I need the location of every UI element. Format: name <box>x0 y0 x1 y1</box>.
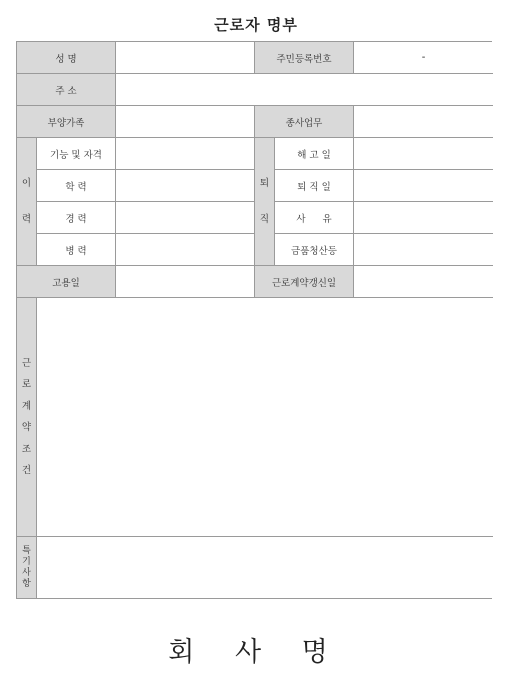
address-label: 주 소 <box>17 74 116 106</box>
settlement-field[interactable] <box>354 234 493 266</box>
employee-register-table <box>16 41 492 599</box>
conditions-char: 건 <box>21 465 32 476</box>
career-field[interactable] <box>116 202 255 234</box>
hire-date-field[interactable] <box>116 266 255 298</box>
conditions-char: 근 <box>21 357 32 369</box>
military-field[interactable] <box>116 234 255 266</box>
name-label: 성 명 <box>17 42 116 74</box>
conditions-char: 조 <box>21 443 32 455</box>
skills-field[interactable] <box>116 138 255 170</box>
notes-char: 사 <box>22 567 31 578</box>
notes-char: 항 <box>22 578 31 589</box>
job-field[interactable] <box>354 106 493 138</box>
resident-no-field[interactable]: - <box>354 42 493 74</box>
career-label: 경 력 <box>37 202 116 234</box>
conditions-field[interactable] <box>37 298 493 537</box>
skills-label: 기능 및 자격 <box>37 138 116 170</box>
document-title: 근로자 명부 <box>214 16 298 34</box>
retirement-label: 퇴 직 일 <box>275 170 354 202</box>
education-field[interactable] <box>116 170 255 202</box>
notes-vertical-label <box>17 537 37 598</box>
resident-no-label: 주민등록번호 <box>255 42 354 74</box>
conditions-char: 계 <box>21 400 32 412</box>
retire-label-bottom: 직 <box>259 213 270 225</box>
name-field[interactable] <box>116 42 255 74</box>
history-label-bottom: 력 <box>21 213 32 225</box>
address-field[interactable] <box>116 74 493 106</box>
conditions-char: 로 <box>21 379 32 390</box>
settlement-label: 금품청산등 <box>275 234 354 266</box>
reason-label: 사 유 <box>275 202 354 234</box>
notes-char: 기 <box>22 556 31 567</box>
notes-char: 특 <box>22 545 31 556</box>
retire-vertical-label <box>255 138 275 266</box>
education-label: 학 력 <box>37 170 116 202</box>
contract-renewal-field[interactable] <box>354 266 493 298</box>
notes-field[interactable] <box>37 537 493 598</box>
dependents-label: 부양가족 <box>17 106 116 138</box>
retire-label-top: 퇴 <box>259 178 270 189</box>
military-label: 병 력 <box>37 234 116 266</box>
retirement-field[interactable] <box>354 170 493 202</box>
conditions-vertical-label <box>17 298 37 537</box>
dismissal-field[interactable] <box>354 138 493 170</box>
hire-date-label: 고용일 <box>17 266 116 298</box>
history-label-top: 이 <box>21 178 32 189</box>
conditions-char: 약 <box>21 422 32 433</box>
company-name: 회 사 명 <box>168 637 344 668</box>
dismissal-label: 해 고 일 <box>275 138 354 170</box>
contract-renewal-label: 근로계약갱신일 <box>255 266 354 298</box>
reason-field[interactable] <box>354 202 493 234</box>
dependents-field[interactable] <box>116 106 255 138</box>
history-vertical-label <box>17 138 37 266</box>
job-label: 종사업무 <box>255 106 354 138</box>
